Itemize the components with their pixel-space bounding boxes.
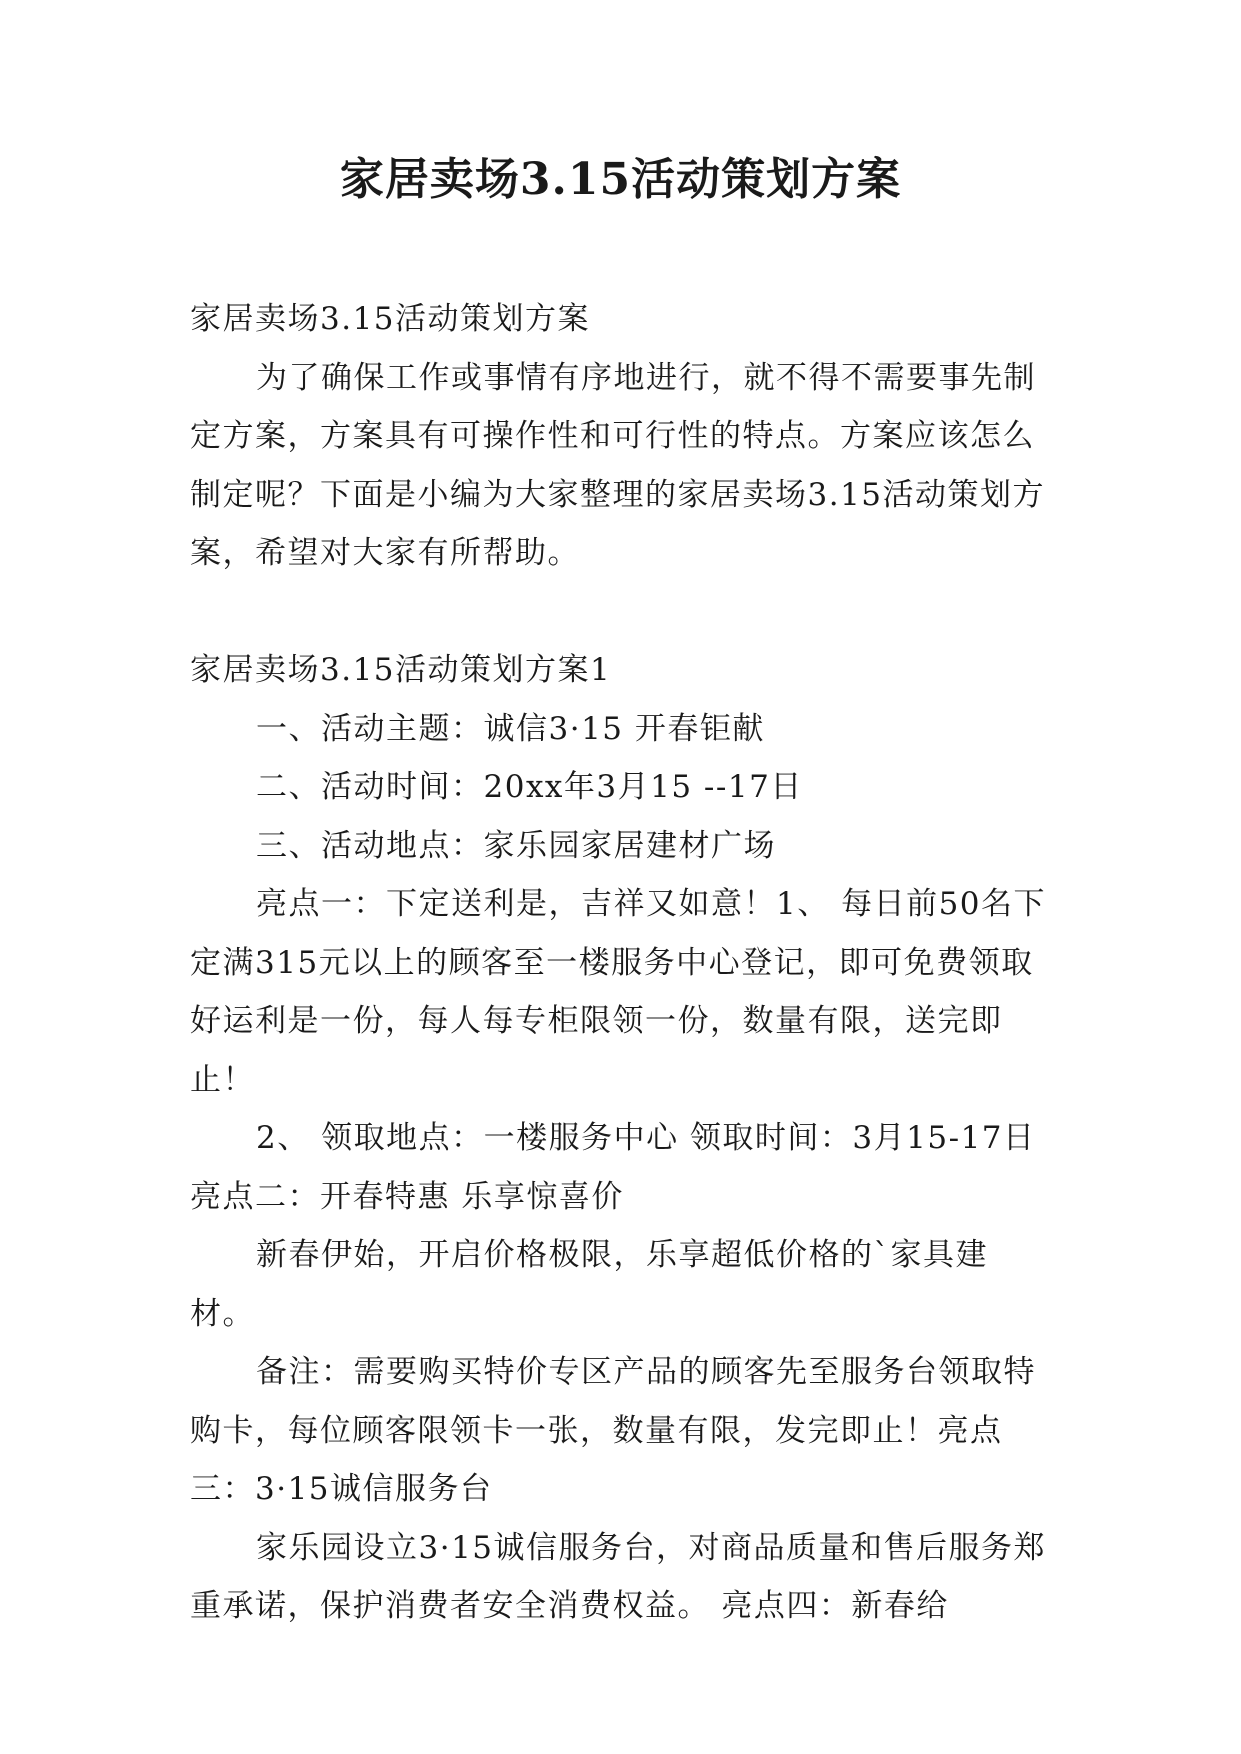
paragraph-intro: 为了确保工作或事情有序地进行，就不得不需要事先制定方案，方案具有可操作性和可行性的特点。方案应该怎么制定呢？下面是小编为大家整理的家居卖场3.15活动策划方案，希望对大家有所帮助。 xyxy=(190,359,1046,571)
paragraph-highlight-two: 亮点二：开春特惠 乐享惊喜价 xyxy=(190,1178,624,1215)
document-body xyxy=(190,290,1052,1636)
paragraph-service-desk: 家乐园设立3·15诚信服务台，对商品质量和售后服务郑重承诺，保护消费者安全消费权益。 亮点四：新春给 xyxy=(190,1529,1047,1624)
paragraph-location: 三、活动地点：家乐园家居建材广场 xyxy=(256,827,776,864)
paragraph-remark: 备注：需要购买特价专区产品的顾客先至服务台领取特购卡，每位顾客限领卡一张，数量有限，发完即止！亮点三：3·15诚信服务台 xyxy=(190,1354,1036,1507)
paragraph-new-spring: 新春伊始，开启价格极限，乐享超低价格的`家具建材。 xyxy=(190,1237,988,1332)
document-title: 家居卖场3.15活动策划方案 xyxy=(339,154,902,205)
paragraph-time: 二、活动时间：20xx年3月15 --17日 xyxy=(256,769,803,805)
paragraph-theme: 一、活动主题：诚信3·15 开春钜献 xyxy=(256,710,765,747)
paragraph-highlight-one: 亮点一：下定送利是，吉祥又如意！1、 每日前50名下定满315元以上的顾客至一楼服务中心登记，即可免费领取好运利是一份，每人每专柜限领一份，数量有限，送完即止！ xyxy=(190,886,1047,1098)
paragraph-pickup-info: 2、 领取地点：一楼服务中心 领取时间：3月15-17日 xyxy=(256,1120,1036,1156)
paragraph-subtitle: 家居卖场3.15活动策划方案 xyxy=(190,301,591,337)
paragraph-section-heading: 家居卖场3.15活动策划方案1 xyxy=(190,652,612,688)
